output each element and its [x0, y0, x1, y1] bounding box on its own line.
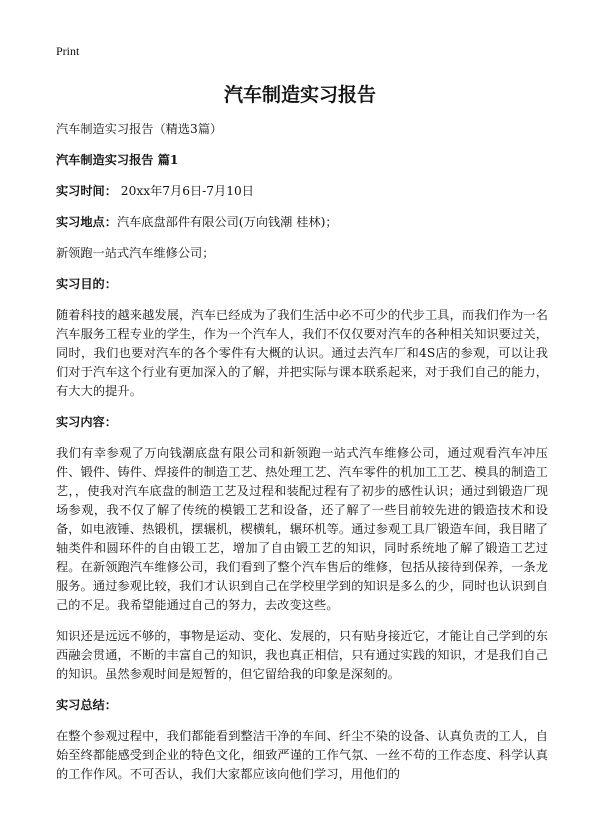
- practice-location: [56, 213, 548, 232]
- practice-time: [56, 182, 548, 201]
- print-label: Print: [56, 44, 80, 58]
- section-title: 汽车制造实习报告 篇1: [56, 153, 179, 167]
- content-paragraph-2: 知识还是远远不够的，事物是运动、变化、发展的，只有贴身接近它，才能让自己学到的东西融会贯通，不断的丰富自己的知识，我也真正相信，只有通过实践的知识，才是我们自己的知识。虽然参观时间是短暂的，但它留给我的印象是深刻的。: [56, 629, 548, 681]
- purpose-heading: 实习目的：: [56, 277, 117, 291]
- practice-time-label: 实习时间：: [56, 184, 117, 198]
- practice-time-value: 20xx年7月6日-7月10日: [116, 184, 254, 198]
- summary-heading: 实习总结：: [56, 698, 117, 712]
- practice-location-line2: 新领跑一站式汽车维修公司；: [56, 246, 215, 260]
- content-heading: 实习内容：: [56, 415, 117, 429]
- summary-paragraph: 在整个参观过程中，我们都能看到整洁干净的车间、纤尘不染的设备、认真负责的工人，自始至终都能感受到企业的特色文化，细致严谨的工作气氛、一丝不苟的工作态度、科学认真的工作作风。不可否认，我们大家都应该向他们学习，用他们的: [56, 729, 548, 781]
- content-paragraph-1: 我们有幸参观了万向钱潮底盘有限公司和新领跑一站式汽车维修公司，通过观看汽车冲压件、锻件、铸件、焊接件的制造工艺、热处理工艺、汽车零件的机加工工艺、模具的制造工艺，，使我对汽车底盘的制造工艺及过程和装配过程有了初步的感性认识；通过到锻造厂现场参观，我不仅了解了传统的模锻工艺和设备，还了解了一些目前较先进的锻造技术和设备，如电液锤、热锻机，摆辗机，楔横轧，辗环机等。通过参观工具厂锻造车间，我目睹了轴类件和圆环件的自由锻工艺，增加了自由锻工艺的知识，同时系统地了解了锻造工艺过程。在新领跑汽车维修公司，我们看到了整个汽车售后的维修，包括从接待到保养，一条龙服务。通过参观比较，我们才认识到自己在学校里学到的知识是多么的少，同时也认识到自己的不足。我希望能通过自己的努力，去改变这些。: [56, 446, 548, 612]
- practice-location-value: 汽车底盘部件有限公司(万向钱潮 桂林)；: [116, 215, 338, 229]
- purpose-paragraph: 随着科技的越来越发展，汽车已经成为了我们生活中必不可少的代步工具，而我们作为一名汽车服务工程专业的学生，作为一个汽车人，我们不仅仅要对汽车的各种相关知识要过关，同时，我们也要对汽车的各个零件有大概的认识。通过去汽车厂和4S店的参观，可以让我们对于汽车这个行业有更加深入的了解，并把实际与课本联系起来，对于我们自己的能力，有大大的提升。: [56, 308, 548, 398]
- page-title: 汽车制造实习报告: [223, 84, 376, 106]
- document-subtitle: 汽车制造实习报告（精选3篇）: [56, 122, 223, 136]
- practice-location-label: 实习地点：: [56, 215, 117, 229]
- document-body: [56, 120, 548, 796]
